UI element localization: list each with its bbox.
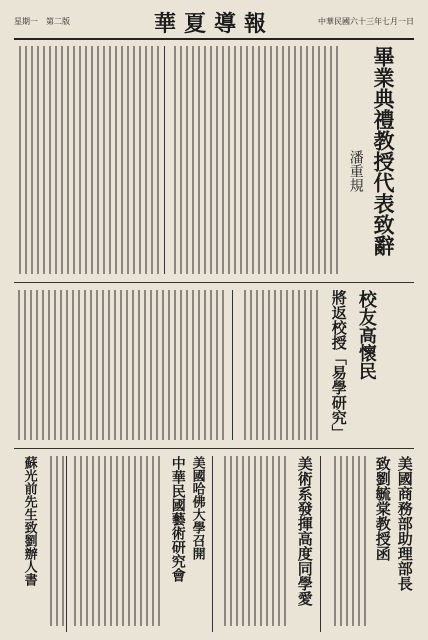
- text-column-placeholder: [168, 290, 170, 440]
- su-body: [44, 456, 66, 626]
- text-column-placeholder: [216, 46, 218, 274]
- text-column-placeholder: [204, 290, 206, 440]
- speech-headline: 畢業典禮教授代表致辭: [371, 46, 397, 256]
- text-column-placeholder: [316, 290, 318, 440]
- text-column-placeholder: [36, 290, 38, 440]
- text-column-placeholder: [300, 46, 302, 274]
- text-column-placeholder: [138, 290, 140, 440]
- text-column-placeholder: [144, 290, 146, 440]
- text-column-placeholder: [262, 290, 264, 440]
- text-column-placeholder: [242, 456, 244, 626]
- text-column-placeholder: [92, 456, 94, 626]
- text-column-placeholder: [186, 290, 188, 440]
- text-column-placeholder: [198, 290, 200, 440]
- text-column-placeholder: [126, 290, 128, 440]
- text-column-placeholder: [266, 456, 268, 626]
- text-column-placeholder: [78, 290, 80, 440]
- text-column-placeholder: [192, 290, 194, 440]
- text-column-placeholder: [244, 290, 246, 440]
- text-column-placeholder: [24, 290, 26, 440]
- text-column-placeholder: [330, 46, 332, 274]
- text-column-placeholder: [310, 290, 312, 440]
- text-column-placeholder: [272, 456, 274, 626]
- text-column-placeholder: [73, 46, 75, 274]
- text-column-placeholder: [157, 46, 159, 274]
- text-column-placeholder: [54, 290, 56, 440]
- text-column-placeholder: [121, 46, 123, 274]
- alumni-body: [240, 290, 320, 440]
- date-line: 中華民國六十三年七月一日: [318, 17, 414, 26]
- text-column-placeholder: [145, 46, 147, 274]
- issue-line: 星期一 第二版: [14, 17, 70, 26]
- text-column-placeholder: [109, 46, 111, 274]
- text-column-placeholder: [127, 46, 129, 274]
- text-column-placeholder: [294, 46, 296, 274]
- text-column-placeholder: [115, 46, 117, 274]
- text-column-placeholder: [286, 290, 288, 440]
- text-column-placeholder: [31, 46, 33, 274]
- text-column-placeholder: [192, 46, 194, 274]
- text-column-placeholder: [240, 46, 242, 274]
- su-headline: 蘇光前先生致劉辦人書: [21, 456, 37, 586]
- commerce-headline: 美國商務部助理部長: [395, 456, 414, 591]
- text-column-placeholder: [110, 456, 112, 626]
- text-column-placeholder: [108, 290, 110, 440]
- speech-author: 潘重規: [347, 150, 364, 192]
- text-column-placeholder: [346, 456, 348, 626]
- text-column-placeholder: [274, 290, 276, 440]
- text-column-placeholder: [128, 456, 130, 626]
- text-column-placeholder: [340, 456, 342, 626]
- text-column-placeholder: [43, 46, 45, 274]
- arts-headline: 美術系發揮高度同學愛: [295, 456, 314, 606]
- arts-body: [218, 456, 288, 626]
- text-column-placeholder: [85, 46, 87, 274]
- text-column-placeholder: [49, 46, 51, 274]
- text-column-placeholder: [74, 456, 76, 626]
- text-column-placeholder: [248, 456, 250, 626]
- text-column-placeholder: [96, 290, 98, 440]
- text-column-placeholder: [180, 46, 182, 274]
- text-column-placeholder: [134, 456, 136, 626]
- harvard-subheadline: 中華民國藝術研究會: [169, 456, 186, 582]
- text-column-placeholder: [186, 46, 188, 274]
- text-column-placeholder: [180, 290, 182, 440]
- text-column-placeholder: [252, 46, 254, 274]
- text-column-placeholder: [140, 456, 142, 626]
- text-column-placeholder: [270, 46, 272, 274]
- text-column-placeholder: [260, 456, 262, 626]
- text-column-placeholder: [18, 290, 20, 440]
- text-column-placeholder: [114, 290, 116, 440]
- text-column-placeholder: [79, 46, 81, 274]
- text-column-placeholder: [56, 456, 58, 626]
- text-column-placeholder: [264, 46, 266, 274]
- text-column-placeholder: [216, 290, 218, 440]
- text-column-placeholder: [19, 46, 21, 274]
- text-column-placeholder: [268, 290, 270, 440]
- text-column-placeholder: [84, 290, 86, 440]
- text-column-placeholder: [284, 456, 286, 626]
- text-column-placeholder: [364, 456, 366, 626]
- text-column-placeholder: [103, 46, 105, 274]
- column-rule: [66, 456, 67, 632]
- text-column-placeholder: [230, 456, 232, 626]
- text-column-placeholder: [48, 290, 50, 440]
- harvard-body: [70, 456, 162, 626]
- text-column-placeholder: [158, 456, 160, 626]
- alumni-headline: 校友高懷民: [355, 290, 377, 380]
- text-column-placeholder: [102, 290, 104, 440]
- text-column-placeholder: [304, 290, 306, 440]
- section-divider: [14, 282, 414, 283]
- text-column-placeholder: [246, 46, 248, 274]
- text-column-placeholder: [276, 46, 278, 274]
- column-rule: [232, 290, 233, 440]
- text-column-placeholder: [204, 46, 206, 274]
- text-column-placeholder: [139, 46, 141, 274]
- text-column-placeholder: [210, 290, 212, 440]
- text-column-placeholder: [210, 46, 212, 274]
- text-column-placeholder: [91, 46, 93, 274]
- text-column-placeholder: [306, 46, 308, 274]
- text-column-placeholder: [222, 290, 224, 440]
- text-column-placeholder: [72, 290, 74, 440]
- paper-title: 華夏導報: [154, 10, 275, 37]
- text-column-placeholder: [98, 456, 100, 626]
- text-column-placeholder: [97, 46, 99, 274]
- text-column-placeholder: [198, 46, 200, 274]
- text-column-placeholder: [312, 46, 314, 274]
- text-column-placeholder: [132, 290, 134, 440]
- text-column-placeholder: [150, 290, 152, 440]
- text-column-placeholder: [156, 290, 158, 440]
- text-column-placeholder: [224, 456, 226, 626]
- text-column-placeholder: [146, 456, 148, 626]
- commerce-body: [328, 456, 368, 626]
- text-column-placeholder: [61, 46, 63, 274]
- text-column-placeholder: [318, 46, 320, 274]
- lower-body: [16, 290, 226, 440]
- text-column-placeholder: [250, 290, 252, 440]
- text-column-placeholder: [116, 456, 118, 626]
- text-column-placeholder: [66, 290, 68, 440]
- text-column-placeholder: [298, 290, 300, 440]
- section-divider: [14, 448, 414, 449]
- text-column-placeholder: [50, 456, 52, 626]
- text-column-placeholder: [80, 456, 82, 626]
- text-column-placeholder: [151, 46, 153, 274]
- text-column-placeholder: [25, 46, 27, 274]
- column-rule: [212, 456, 213, 632]
- text-column-placeholder: [254, 456, 256, 626]
- text-column-placeholder: [228, 46, 230, 274]
- alumni-subheadline: 將返校授「易學研究」: [329, 290, 348, 440]
- masthead: [14, 8, 414, 40]
- text-column-placeholder: [62, 456, 64, 626]
- text-column-placeholder: [236, 456, 238, 626]
- text-column-placeholder: [104, 456, 106, 626]
- text-column-placeholder: [358, 456, 360, 626]
- text-column-placeholder: [234, 46, 236, 274]
- text-column-placeholder: [222, 46, 224, 274]
- text-column-placeholder: [288, 46, 290, 274]
- harvard-headline: 美國哈佛大學召開: [189, 456, 205, 560]
- text-column-placeholder: [42, 290, 44, 440]
- text-column-placeholder: [37, 46, 39, 274]
- text-column-placeholder: [324, 46, 326, 274]
- text-column-placeholder: [60, 290, 62, 440]
- text-column-placeholder: [174, 290, 176, 440]
- text-column-placeholder: [280, 290, 282, 440]
- text-column-placeholder: [334, 456, 336, 626]
- column-rule: [164, 46, 165, 274]
- column-rule: [320, 456, 321, 632]
- text-column-placeholder: [352, 456, 354, 626]
- text-column-placeholder: [55, 46, 57, 274]
- text-column-placeholder: [122, 456, 124, 626]
- text-column-placeholder: [90, 290, 92, 440]
- text-column-placeholder: [278, 456, 280, 626]
- text-column-placeholder: [67, 46, 69, 274]
- text-column-placeholder: [120, 290, 122, 440]
- text-column-placeholder: [152, 456, 154, 626]
- text-column-placeholder: [30, 290, 32, 440]
- text-column-placeholder: [133, 46, 135, 274]
- text-column-placeholder: [174, 46, 176, 274]
- speech-body: [170, 46, 340, 274]
- continued-body: [16, 46, 161, 274]
- text-column-placeholder: [86, 456, 88, 626]
- text-column-placeholder: [336, 46, 338, 274]
- text-column-placeholder: [258, 46, 260, 274]
- text-column-placeholder: [162, 290, 164, 440]
- commerce-subheadline: 致劉毓棠教授函: [373, 456, 392, 561]
- text-column-placeholder: [292, 290, 294, 440]
- text-column-placeholder: [256, 290, 258, 440]
- text-column-placeholder: [282, 46, 284, 274]
